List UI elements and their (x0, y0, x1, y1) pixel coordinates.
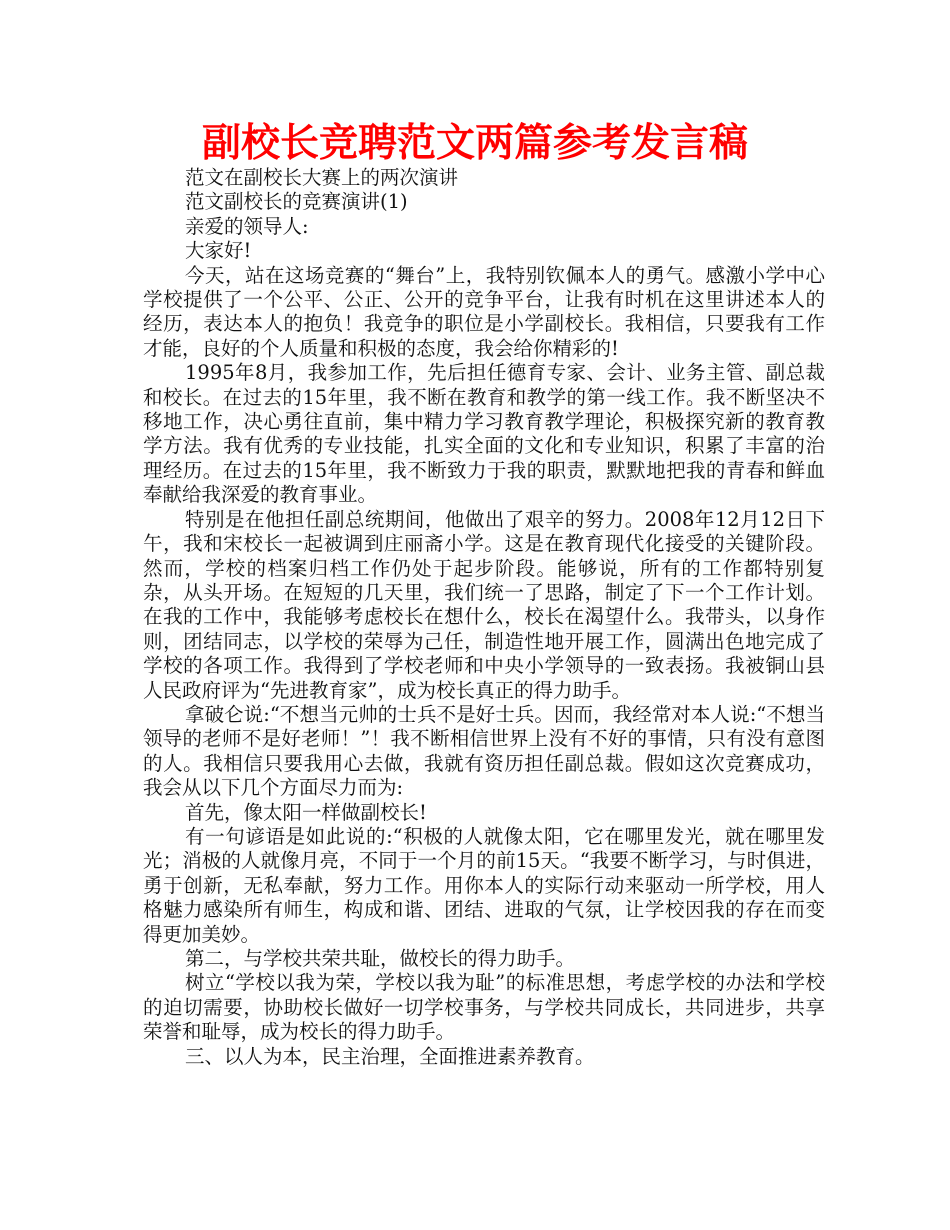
paragraph: 范文在副校长大赛上的两次演讲 (185, 166, 459, 189)
document-body (143, 166, 825, 1069)
paragraph: 1995年8月，我参加工作，先后担任德育专家、会计、业务主管、副总裁和校长。在过去的15年里，我不断在教育和教学的第一线工作。我不断坚决不移地工作，决心勇往直前，集中精力学习教育教学理论，积极探究新的教育教学方法。我有优秀的专业技能，扎实全面的文化和专业知识，积累了丰富的治理经历。在过去的15年里，我不断致力于我的职责，默默地把我的青春和鲜血奉献给我深爱的教育事业。 (143, 361, 825, 507)
paragraph: 亲爱的领导人: (185, 214, 309, 238)
paragraph: 树立“学校以我为荣，学校以我为耻”的标准思想，考虑学校的办法和学校的迫切需要，协助校长做好一切学校事务，与学校共同成长，共同进步，共享荣誉和耻辱，成为校长的得力助手。 (143, 971, 825, 1044)
paragraph: 大家好! (185, 239, 252, 263)
paragraph: 第二，与学校共荣共耻，做校长的得力助手。 (185, 947, 576, 970)
document-title: 副校长竞聘范文两篇参考发言稿 (201, 121, 748, 166)
paragraph: 特别是在他担任副总统期间，他做出了艰辛的努力。2008年12月12日下午，我和宋校长一起被调到庄丽斋小学。这是在教育现代化接受的关键阶段。然而，学校的档案归档工作仍处于起步阶段。能够说，所有的工作都特别复杂，从头开场。在短短的几天里，我们统一了思路，制定了下一个工作计划。在我的工作中，我能够考虑校长在想什么，校长在渴望什么。我带头，以身作则，团结同志，以学校的荣辱为己任，制造性地开展工作，圆满出色地完成了学校的各项工作。我得到了学校老师和中央小学领导的一致表扬。我被铜山县人民政府评为“先进教育家”，成为校长真正的得力助手。 (143, 507, 825, 702)
paragraph: 三、以人为本，民主治理，全面推进素养教育。 (185, 1044, 595, 1068)
paragraph: 首先，像太阳一样做副校长! (185, 800, 427, 824)
paragraph: 有一句谚语是如此说的:“积极的人就像太阳，它在哪里发光，就在哪里发光；消极的人就像月亮，不同于一个月的前15天。“我要不断学习，与时俱进，勇于创新，无私奉献，努力工作。用你本人的实际行动来驱动一所学校，用人格魅力感染所有师生，构成和谐、团结、进取的气氛，让学校因我的存在而变得更加美妙。 (143, 824, 825, 946)
paragraph: 拿破仑说:“不想当元帅的士兵不是好士兵。因而，我经常对本人说:“不想当领导的老师不是好老师！”！我不断相信世界上没有不好的事情，只有没有意图的人。我相信只要我用心去做，我就有资历担任副总裁。假如这次竞赛成功，我会从以下几个方面尽力而为: (143, 702, 825, 800)
paragraph: 范文副校长的竞赛演讲(1) (185, 190, 408, 214)
paragraph: 今天，站在这场竞赛的“舞台”上，我特别钦佩本人的勇气。感激小学中心学校提供了一个公平、公正、公开的竞争平台，让我有时机在这里讲述本人的经历，表达本人的抱负！我竞争的职位是小学副校长。我相信，只要我有工作才能，良好的个人质量和积极的态度，我会给你精彩的! (143, 263, 825, 360)
